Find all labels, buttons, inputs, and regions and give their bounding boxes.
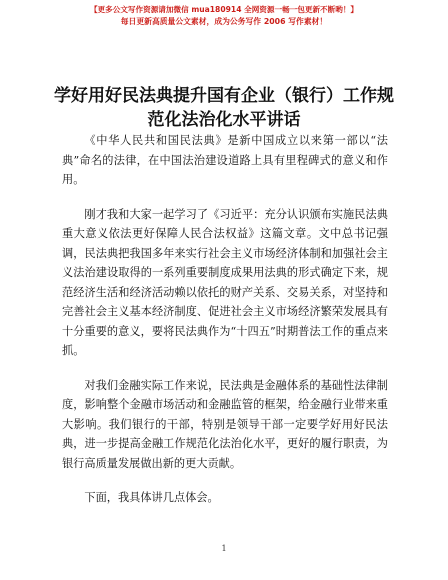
body-paragraph-1: 《中华人民共和国民法典》是新中国成立以来第一部以“法典”命名的法律，在中国法治建设道路上具有里程碑式的意义和作用。: [62, 134, 388, 186]
document-title-line-2: 范化法治化水平讲话: [147, 110, 301, 130]
document-body: [62, 131, 388, 523]
document-title: [40, 84, 408, 132]
promo-banner-line-2: 每日更新高质量公文素材，成为公务写作 2006 写作素材！: [120, 17, 328, 26]
promo-banner-line-1: 【更多公文写作资源请加微信 mua180914 全网资源一畅一包更新不断哟！】: [89, 5, 359, 14]
body-paragraph-3: 对我们金融实际工作来说，民法典是金融体系的基础性法律制度，影响整个金融市场活动和金融监管的框架，给金融行业带来重大影响。我们银行的干部，特别是领导干部一定要学好用好民法典，进一步提高金融工作规范化法治化水平，更好的履行职责，为银行高质量发展做出新的更大贡献。: [62, 378, 388, 470]
page-number: 1: [221, 544, 227, 553]
promo-banner: [0, 4, 448, 28]
document-title-line-1: 学好用好民法典提升国有企业（银行）工作规: [54, 86, 394, 106]
body-paragraph-2: 刚才我和大家一起学习了《习近平：充分认识颁布实施民法典重大意义依法更好保障人民合法权益》这篇文章。文中总书记强调，民法典把我国多年来实行社会主义市场经济体制和加强社会主义法治建设取得的一系列重要制度成果用法典的形式确定下来，规范经济生活和经济活动赖以依托的财产关系、交易关系，对坚持和完善社会主义基本经济制度、促进社会主义市场经济繁荣发展具有十分重要的意义，要将民法典作为“十四五”时期普法工作的重点来抓。: [62, 207, 388, 357]
body-paragraph-4: 下面，我具体讲几点体会。: [84, 491, 219, 504]
